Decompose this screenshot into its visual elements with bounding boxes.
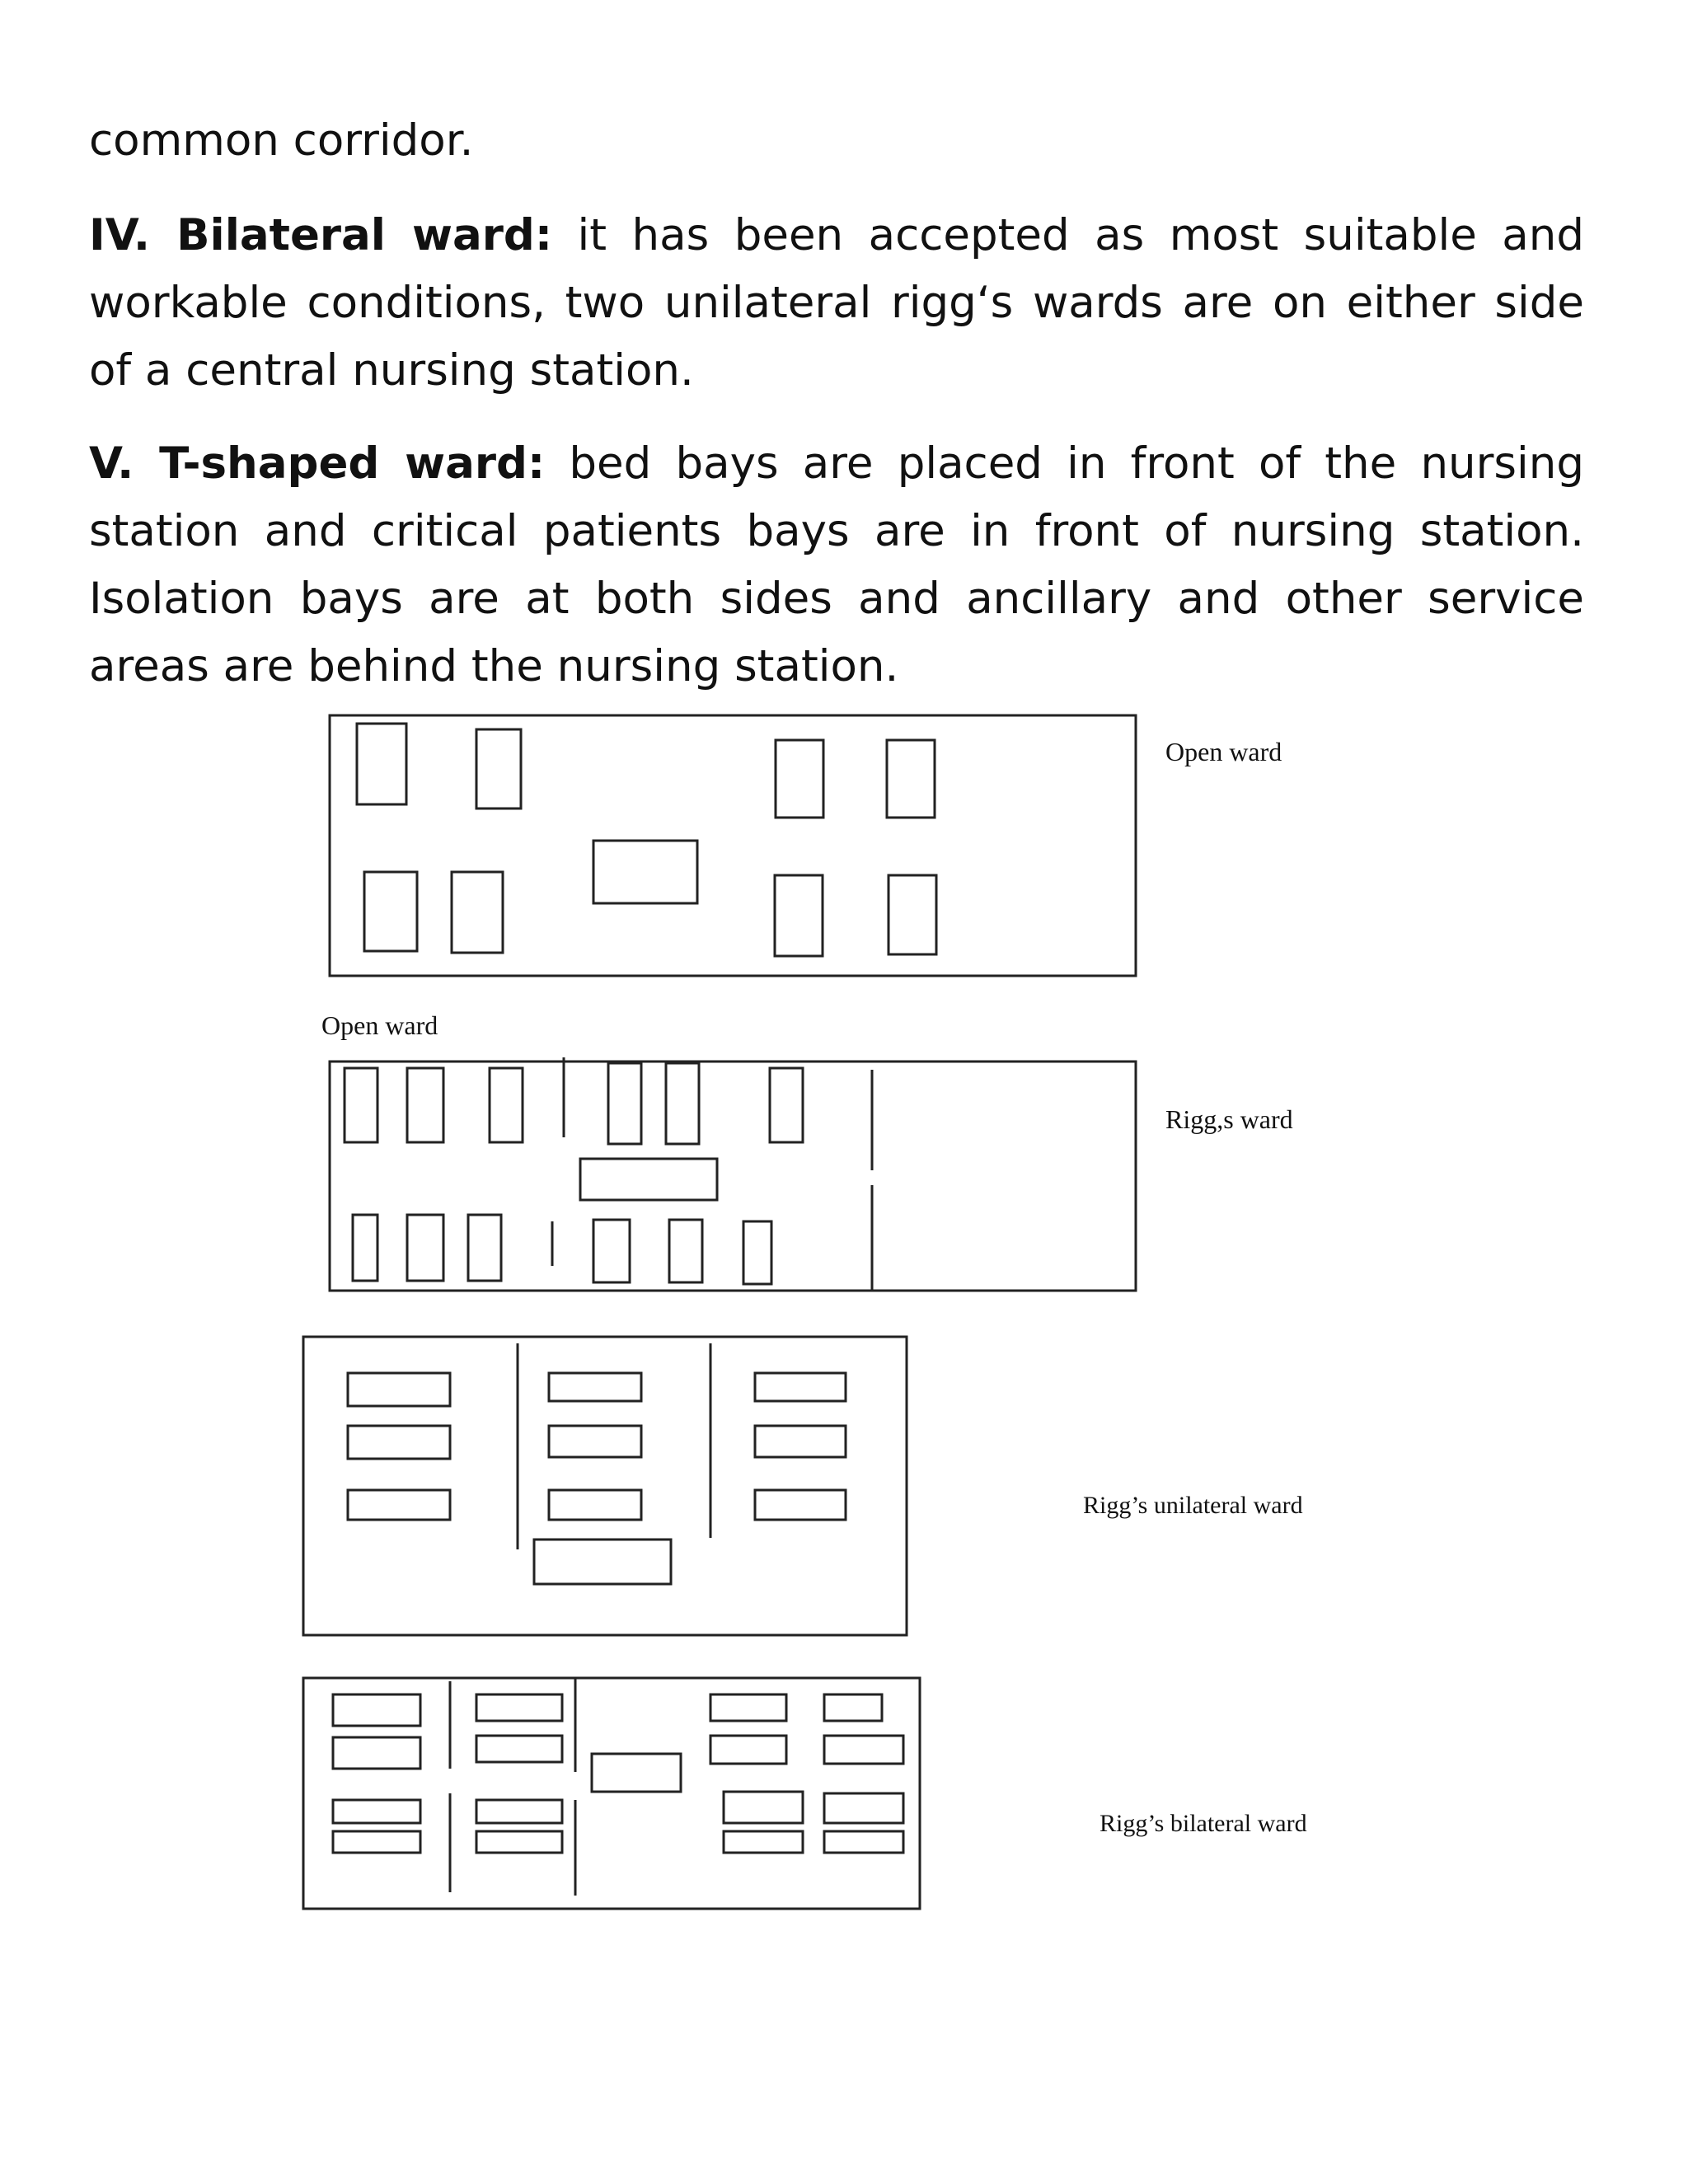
bed [824,1831,903,1853]
bed [333,1800,420,1823]
bed [549,1490,641,1520]
bed [755,1490,846,1520]
open-ward-outline [330,715,1136,976]
riggs-bilateral-ward-caption: Rigg’s bilateral ward [1100,1810,1307,1837]
bed [755,1373,846,1401]
bilateral-ward-paragraph [89,202,1584,405]
bed [357,724,406,804]
bed [775,875,823,956]
t-shaped-ward-text: bed bays are placed in front of the nursing station and critical patients bays are in front of nursing station. Isolation bays are at both sides and ancillary and other service areas are behind the nursing station. [89,438,1584,691]
t-shaped-ward-paragraph [89,430,1584,701]
nursing-station [592,1754,681,1792]
bed [333,1831,420,1853]
bed [476,1694,562,1721]
bed [710,1736,786,1764]
riggs-bilateral-outline [303,1678,920,1909]
bed [824,1793,903,1823]
bed [468,1215,501,1281]
bed [549,1373,641,1401]
bed [476,1831,562,1853]
bed [710,1694,786,1721]
bed [353,1215,377,1281]
riggs-unilateral-ward-caption: Rigg’s unilateral ward [1083,1492,1303,1519]
nursing-station [580,1159,717,1200]
bed [776,740,823,818]
nursing-station [534,1540,671,1584]
bed [824,1694,882,1721]
bed [345,1068,377,1142]
bed [889,875,936,954]
continuation-text [89,107,1584,175]
bed [476,729,521,808]
bed [549,1426,641,1457]
continuation-text-content: common corridor. [89,115,474,166]
bilateral-ward-text: it has been accepted as most suitable and workable conditions, two unilateral rigg‘s wards are on either side of a central nursing station. [89,210,1584,396]
bed [593,1220,630,1282]
bed [743,1221,771,1284]
bed [348,1373,450,1406]
riggs-ward-outline [330,1062,1136,1291]
bed [490,1068,523,1142]
bed [348,1490,450,1520]
bed [364,872,417,951]
bed [824,1736,903,1764]
bed [452,872,503,953]
riggs-unilateral-outline [303,1337,907,1635]
bed [476,1736,562,1762]
open-ward-caption-right: Open ward [1165,737,1282,766]
bed [770,1068,803,1142]
bed [755,1426,846,1457]
nursing-station [593,841,697,903]
bed [407,1215,443,1281]
bed [666,1063,699,1144]
bed [348,1426,450,1459]
bed [333,1737,420,1769]
bed [724,1792,803,1823]
bed [887,740,935,818]
open-ward-caption-below: Open ward [321,1010,438,1040]
bed [724,1831,803,1853]
bed [407,1068,443,1142]
riggs-ward-caption: Rigg,s ward [1165,1104,1293,1134]
bed [476,1800,562,1823]
bilateral-ward-heading: IV. Bilateral ward: [89,210,553,260]
t-shaped-ward-heading: V. T-shaped ward: [89,438,546,489]
bed [333,1694,420,1726]
bed [608,1063,641,1144]
bed [669,1220,702,1282]
